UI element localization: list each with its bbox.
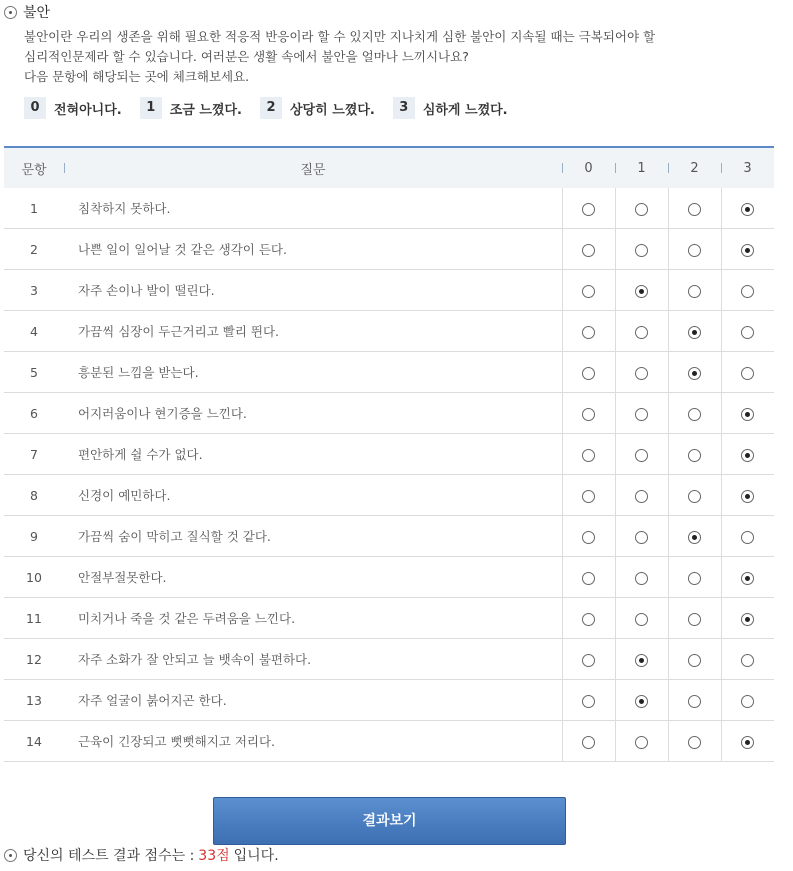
option-cell (615, 393, 668, 434)
radio-option-1[interactable] (635, 367, 648, 380)
question-number: 9 (4, 516, 64, 557)
option-cell (668, 352, 721, 393)
legend-label: 조금 느꼈다. (169, 102, 242, 118)
result-line (4, 845, 279, 865)
radio-option-1[interactable] (635, 736, 648, 749)
table-row (4, 639, 774, 680)
radio-option-1[interactable] (635, 695, 648, 708)
option-cell (562, 229, 615, 270)
radio-option-3[interactable] (741, 244, 754, 257)
option-cell (615, 311, 668, 352)
radio-option-2[interactable] (688, 695, 701, 708)
question-text: 미치거나 죽을 것 같은 두려움을 느낀다. (64, 598, 562, 639)
radio-option-1[interactable] (635, 244, 648, 257)
question-text: 가끔씩 숨이 막히고 질식할 것 같다. (64, 516, 562, 557)
question-number: 2 (4, 229, 64, 270)
option-cell (668, 680, 721, 721)
header-question (64, 147, 562, 188)
question-number: 3 (4, 270, 64, 311)
radio-option-2[interactable] (688, 408, 701, 421)
intro-line: 불안이란 우리의 생존을 위해 필요한 적응적 반응이라 할 수 있지만 지나치게 심한 불안이 지속될 때는 극복되어야 할 (24, 29, 656, 44)
radio-option-3[interactable] (741, 572, 754, 585)
option-cell (562, 639, 615, 680)
radio-option-0[interactable] (582, 654, 595, 667)
legend-label: 상당히 느꼈다. (290, 102, 375, 118)
option-cell (562, 721, 615, 762)
question-text: 어지러움이나 현기증을 느낀다. (64, 393, 562, 434)
radio-option-1[interactable] (635, 285, 648, 298)
radio-option-0[interactable] (582, 326, 595, 339)
option-cell (721, 352, 774, 393)
radio-option-2[interactable] (688, 449, 701, 462)
legend-item (393, 97, 508, 119)
radio-option-3[interactable] (741, 285, 754, 298)
question-table (4, 146, 774, 762)
header-opt-label: 0 (584, 160, 593, 176)
option-cell (668, 393, 721, 434)
radio-option-3[interactable] (741, 654, 754, 667)
circle-dot-icon (4, 849, 17, 862)
circle-dot-icon (4, 6, 17, 19)
legend-number: 1 (140, 97, 162, 119)
table-row (4, 229, 774, 270)
radio-option-2[interactable] (688, 531, 701, 544)
header-separator (721, 163, 722, 173)
radio-option-1[interactable] (635, 326, 648, 339)
option-cell (668, 270, 721, 311)
header-opt-label: 3 (743, 160, 752, 176)
radio-option-0[interactable] (582, 695, 595, 708)
table-row (4, 393, 774, 434)
option-cell (668, 434, 721, 475)
radio-option-3[interactable] (741, 613, 754, 626)
radio-option-3[interactable] (741, 408, 754, 421)
option-cell (721, 680, 774, 721)
radio-option-0[interactable] (582, 736, 595, 749)
radio-option-3[interactable] (741, 326, 754, 339)
option-cell (615, 639, 668, 680)
radio-option-0[interactable] (582, 244, 595, 257)
legend-item (260, 97, 375, 119)
question-text: 근육이 긴장되고 뻣뻣해지고 저리다. (64, 721, 562, 762)
question-number: 1 (4, 188, 64, 229)
section-header (4, 2, 50, 22)
legend-number: 3 (393, 97, 415, 119)
header-separator (562, 163, 563, 173)
option-cell (668, 721, 721, 762)
radio-option-1[interactable] (635, 408, 648, 421)
radio-option-0[interactable] (582, 531, 595, 544)
header-question-label: 질문 (300, 162, 326, 178)
option-cell (721, 598, 774, 639)
radio-option-0[interactable] (582, 449, 595, 462)
option-cell (615, 434, 668, 475)
radio-option-0[interactable] (582, 408, 595, 421)
option-cell (562, 393, 615, 434)
option-cell (562, 516, 615, 557)
option-cell (721, 188, 774, 229)
radio-option-1[interactable] (635, 531, 648, 544)
radio-option-3[interactable] (741, 531, 754, 544)
radio-option-2[interactable] (688, 326, 701, 339)
question-number: 7 (4, 434, 64, 475)
radio-option-2[interactable] (688, 613, 701, 626)
option-cell (668, 639, 721, 680)
radio-option-0[interactable] (582, 367, 595, 380)
question-number: 5 (4, 352, 64, 393)
table-row (4, 557, 774, 598)
option-cell (615, 680, 668, 721)
option-cell (562, 311, 615, 352)
table-row (4, 188, 774, 229)
question-number: 6 (4, 393, 64, 434)
header-num-label: 문항 (21, 162, 47, 178)
option-cell (615, 557, 668, 598)
option-cell (562, 352, 615, 393)
table-row (4, 475, 774, 516)
radio-option-1[interactable] (635, 449, 648, 462)
option-cell (721, 516, 774, 557)
option-cell (615, 270, 668, 311)
view-result-button[interactable]: 결과보기 (213, 797, 566, 845)
radio-option-0[interactable] (582, 613, 595, 626)
legend-number: 0 (24, 97, 46, 119)
radio-option-0[interactable] (582, 203, 595, 216)
table-header-row (4, 147, 774, 188)
radio-option-3[interactable] (741, 490, 754, 503)
radio-option-3[interactable] (741, 367, 754, 380)
radio-option-2[interactable] (688, 203, 701, 216)
legend-label: 심하게 느꼈다. (422, 102, 508, 118)
question-text: 자주 손이나 발이 떨린다. (64, 270, 562, 311)
header-separator (668, 163, 669, 173)
question-number: 13 (4, 680, 64, 721)
result-suffix: 입니다. (233, 848, 279, 864)
table-row (4, 311, 774, 352)
radio-option-2[interactable] (688, 572, 701, 585)
legend-item (140, 97, 242, 119)
option-cell (668, 598, 721, 639)
table-row (4, 270, 774, 311)
header-opt-3 (721, 147, 774, 188)
option-cell (562, 434, 615, 475)
option-cell (668, 557, 721, 598)
option-cell (615, 188, 668, 229)
option-cell (668, 516, 721, 557)
question-number: 8 (4, 475, 64, 516)
radio-option-1[interactable] (635, 654, 648, 667)
table-row (4, 516, 774, 557)
question-number: 12 (4, 639, 64, 680)
option-cell (615, 721, 668, 762)
radio-option-1[interactable] (635, 613, 648, 626)
header-separator (615, 163, 616, 173)
option-cell (615, 598, 668, 639)
header-num (4, 147, 64, 188)
option-cell (721, 311, 774, 352)
table-row (4, 680, 774, 721)
intro-text (24, 27, 779, 87)
question-number: 4 (4, 311, 64, 352)
result-score: 33점 (198, 848, 230, 864)
radio-option-2[interactable] (688, 490, 701, 503)
legend-label: 전혀아니다. (54, 102, 122, 118)
question-text: 자주 얼굴이 붉어지곤 한다. (64, 680, 562, 721)
radio-option-3[interactable] (741, 736, 754, 749)
radio-option-3[interactable] (741, 449, 754, 462)
answer-legend (24, 97, 526, 119)
option-cell (562, 598, 615, 639)
option-cell (562, 188, 615, 229)
option-cell (721, 270, 774, 311)
table-row (4, 434, 774, 475)
option-cell (721, 229, 774, 270)
question-text: 자주 소화가 잘 안되고 늘 뱃속이 불편하다. (64, 639, 562, 680)
option-cell (721, 393, 774, 434)
option-cell (721, 434, 774, 475)
question-number: 11 (4, 598, 64, 639)
option-cell (562, 557, 615, 598)
section-title: 불안 (23, 5, 51, 21)
option-cell (615, 475, 668, 516)
radio-option-3[interactable] (741, 695, 754, 708)
radio-option-2[interactable] (688, 367, 701, 380)
question-text: 신경이 예민하다. (64, 475, 562, 516)
radio-option-0[interactable] (582, 572, 595, 585)
option-cell (668, 311, 721, 352)
radio-option-1[interactable] (635, 572, 648, 585)
option-cell (668, 188, 721, 229)
intro-line: 심리적인문제라 할 수 있습니다. 여러분은 생활 속에서 불안을 얼마나 느끼시나요? (24, 49, 469, 64)
radio-option-2[interactable] (688, 244, 701, 257)
legend-number: 2 (260, 97, 282, 119)
header-opt-label: 1 (637, 160, 646, 176)
question-number: 14 (4, 721, 64, 762)
option-cell (615, 516, 668, 557)
result-prefix: 당신의 테스트 결과 점수는 : (23, 848, 195, 864)
header-opt-0 (562, 147, 615, 188)
table-row (4, 721, 774, 762)
radio-option-1[interactable] (635, 203, 648, 216)
table-row (4, 598, 774, 639)
option-cell (615, 229, 668, 270)
question-number: 10 (4, 557, 64, 598)
option-cell (562, 680, 615, 721)
radio-option-2[interactable] (688, 736, 701, 749)
header-opt-1 (615, 147, 668, 188)
question-text: 편안하게 쉴 수가 없다. (64, 434, 562, 475)
option-cell (668, 229, 721, 270)
question-text: 나쁜 일이 일어날 것 같은 생각이 든다. (64, 229, 562, 270)
question-text: 침착하지 못하다. (64, 188, 562, 229)
option-cell (721, 475, 774, 516)
radio-option-0[interactable] (582, 285, 595, 298)
header-opt-2 (668, 147, 721, 188)
question-text: 안절부절못한다. (64, 557, 562, 598)
radio-option-0[interactable] (582, 490, 595, 503)
radio-option-2[interactable] (688, 654, 701, 667)
intro-line: 다음 문항에 해당되는 곳에 체크해보세요. (24, 69, 250, 84)
legend-item (24, 97, 122, 119)
header-opt-label: 2 (690, 160, 699, 176)
option-cell (721, 639, 774, 680)
question-text: 흥분된 느낌을 받는다. (64, 352, 562, 393)
option-cell (721, 557, 774, 598)
option-cell (668, 475, 721, 516)
option-cell (615, 352, 668, 393)
option-cell (721, 721, 774, 762)
radio-option-1[interactable] (635, 490, 648, 503)
option-cell (562, 475, 615, 516)
table-row (4, 352, 774, 393)
radio-option-3[interactable] (741, 203, 754, 216)
question-text: 가끔씩 심장이 두근거리고 빨리 뛴다. (64, 311, 562, 352)
radio-option-2[interactable] (688, 285, 701, 298)
option-cell (562, 270, 615, 311)
